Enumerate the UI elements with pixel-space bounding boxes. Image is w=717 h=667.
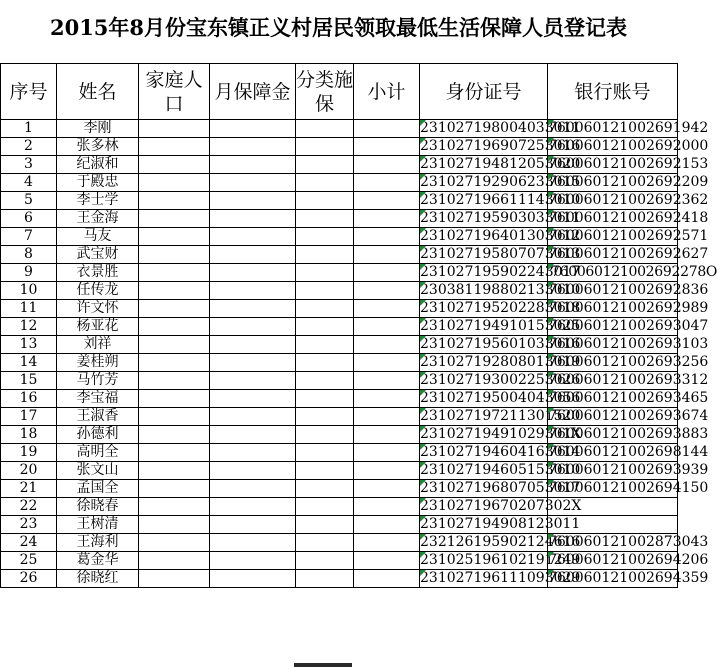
row-bank: 760060121002693256 <box>548 354 709 370</box>
row-family <box>139 138 210 156</box>
row-family <box>139 282 210 300</box>
row-subtotal <box>354 300 420 318</box>
row-name: 葛金华 <box>57 552 139 570</box>
header-name: 姓名 <box>57 64 139 120</box>
row-bank: 760060121002693883 <box>548 426 709 442</box>
row-category <box>296 228 354 246</box>
row-family <box>139 300 210 318</box>
row-seq: 15 <box>1 372 57 390</box>
row-subtotal <box>354 534 420 552</box>
row-family <box>139 570 210 588</box>
row-monthly <box>210 138 296 156</box>
header-category: 分类施保 <box>296 64 354 120</box>
table-row <box>1 408 678 426</box>
row-seq: 25 <box>1 552 57 570</box>
table-row <box>1 174 678 192</box>
row-bank: 760060121002693103 <box>548 336 709 352</box>
table-row <box>1 336 678 354</box>
row-monthly <box>210 534 296 552</box>
row-bank: 760060121002692627 <box>548 246 709 262</box>
table-row <box>1 498 678 516</box>
row-name: 徐晓红 <box>57 570 139 588</box>
row-family <box>139 444 210 462</box>
row-category <box>296 354 354 372</box>
row-family <box>139 354 210 372</box>
row-bank: 760060121002692362 <box>548 192 709 208</box>
table-row <box>1 156 678 174</box>
row-id-number: 231027196401303012 <box>420 228 581 244</box>
row-category <box>296 498 354 516</box>
header-seq: 序号 <box>1 64 57 120</box>
row-name: 孙德利 <box>57 426 139 444</box>
row-id-number: 231027196111093029 <box>420 570 581 586</box>
row-monthly <box>210 516 296 534</box>
row-family <box>139 192 210 210</box>
row-seq: 12 <box>1 318 57 336</box>
row-bank: 760060121002692418 <box>548 210 709 226</box>
table-row <box>1 246 678 264</box>
row-subtotal <box>354 138 420 156</box>
row-category <box>296 372 354 390</box>
row-seq: 18 <box>1 426 57 444</box>
row-monthly <box>210 570 296 588</box>
row-monthly <box>210 462 296 480</box>
row-family <box>139 318 210 336</box>
row-subtotal <box>354 390 420 408</box>
row-bank: 760060121002692571 <box>548 228 709 244</box>
row-category <box>296 156 354 174</box>
table-row <box>1 192 678 210</box>
row-monthly <box>210 498 296 516</box>
row-monthly <box>210 408 296 426</box>
row-subtotal <box>354 156 420 174</box>
row-name: 李士学 <box>57 192 139 210</box>
row-monthly <box>210 246 296 264</box>
table-row <box>1 282 678 300</box>
row-family <box>139 174 210 192</box>
row-id-number: 231027196907253016 <box>420 138 581 154</box>
row-name: 李刚 <box>57 120 139 138</box>
row-id-number: 231027193002253026 <box>420 372 581 388</box>
row-bank: 760060121002692989 <box>548 300 709 316</box>
row-monthly <box>210 282 296 300</box>
row-bank: 760060121002694150 <box>548 480 709 496</box>
row-bank: 760060121002693939 <box>548 462 709 478</box>
row-name: 于殿忠 <box>57 174 139 192</box>
row-subtotal <box>354 426 420 444</box>
row-bank: 760060121002694206 <box>548 552 709 568</box>
row-id-number: 231027194908123011 <box>420 516 581 532</box>
row-family <box>139 516 210 534</box>
row-monthly <box>210 336 296 354</box>
table-row <box>1 120 678 138</box>
row-name: 王淑香 <box>57 408 139 426</box>
row-name: 王树清 <box>57 516 139 534</box>
row-seq: 2 <box>1 138 57 156</box>
row-seq: 11 <box>1 300 57 318</box>
table-row <box>1 354 678 372</box>
header-monthly: 月保障金 <box>210 64 296 120</box>
row-category <box>296 300 354 318</box>
row-name: 衣景胜 <box>57 264 139 282</box>
row-bank: 760060121002692153 <box>548 156 709 172</box>
row-subtotal <box>354 282 420 300</box>
row-family <box>139 228 210 246</box>
row-id-number: 231027195902243017 <box>420 264 581 280</box>
row-id-number: 231027194910153025 <box>420 318 581 334</box>
row-bank: 760060121002692000 <box>548 138 709 154</box>
row-monthly <box>210 120 296 138</box>
row-monthly <box>210 264 296 282</box>
row-name: 王金海 <box>57 210 139 228</box>
table-row <box>1 516 678 534</box>
row-id-number: 231027196807053017 <box>420 480 581 496</box>
row-subtotal <box>354 228 420 246</box>
row-family <box>139 120 210 138</box>
row-monthly <box>210 444 296 462</box>
row-subtotal <box>354 408 420 426</box>
row-seq: 5 <box>1 192 57 210</box>
row-subtotal <box>354 516 420 534</box>
row-id-number: 230381198802133010 <box>420 282 581 298</box>
row-category <box>296 246 354 264</box>
row-seq: 24 <box>1 534 57 552</box>
row-subtotal <box>354 462 420 480</box>
row-name: 孟国全 <box>57 480 139 498</box>
row-name: 张多林 <box>57 138 139 156</box>
row-id-number: 231027197211301520 <box>420 408 581 424</box>
header-subtotal: 小计 <box>354 64 420 120</box>
row-category <box>296 516 354 534</box>
row-monthly <box>210 372 296 390</box>
row-seq: 1 <box>1 120 57 138</box>
row-name: 任传龙 <box>57 282 139 300</box>
row-category <box>296 534 354 552</box>
row-seq: 8 <box>1 246 57 264</box>
header-id-number: 身份证号 <box>420 64 548 120</box>
row-name: 武宝财 <box>57 246 139 264</box>
row-bank: 760060121002693674 <box>548 408 709 424</box>
row-monthly <box>210 228 296 246</box>
row-category <box>296 570 354 588</box>
row-id-number: 231027194812053020 <box>420 156 581 172</box>
row-seq: 7 <box>1 228 57 246</box>
row-id-number: 231027195601033016 <box>420 336 581 352</box>
row-monthly <box>210 390 296 408</box>
row-id-number: 231027198004033011 <box>420 120 581 136</box>
row-category <box>296 282 354 300</box>
print-mark <box>294 663 352 667</box>
row-subtotal <box>354 318 420 336</box>
header-bank: 银行账号 <box>548 64 678 120</box>
row-bank: 760060121002693047 <box>548 318 709 334</box>
row-family <box>139 426 210 444</box>
row-family <box>139 534 210 552</box>
row-category <box>296 462 354 480</box>
row-bank: 760060121002692278O <box>548 264 678 282</box>
row-monthly <box>210 210 296 228</box>
table-row <box>1 300 678 318</box>
row-category <box>296 120 354 138</box>
row-name: 高明全 <box>57 444 139 462</box>
row-category <box>296 552 354 570</box>
row-seq: 6 <box>1 210 57 228</box>
row-name: 马友 <box>57 228 139 246</box>
row-subtotal <box>354 498 420 516</box>
row-monthly <box>210 192 296 210</box>
row-id-number: 231027195004043056 <box>420 390 581 406</box>
row-id-number: 231027192808013019 <box>420 354 581 370</box>
row-subtotal <box>354 192 420 210</box>
row-family <box>139 210 210 228</box>
row-bank <box>548 498 678 516</box>
table-row <box>1 228 678 246</box>
row-family <box>139 498 210 516</box>
row-category <box>296 480 354 498</box>
header-row <box>1 64 678 120</box>
table-row <box>1 372 678 390</box>
registration-table <box>0 63 717 588</box>
row-family <box>139 156 210 174</box>
row-name: 徐晓春 <box>57 498 139 516</box>
row-category <box>296 192 354 210</box>
row-id-number: 23102719670207302X <box>420 498 582 514</box>
row-subtotal <box>354 480 420 498</box>
row-seq: 3 <box>1 156 57 174</box>
row-subtotal <box>354 570 420 588</box>
row-category <box>296 426 354 444</box>
row-family <box>139 480 210 498</box>
row-subtotal <box>354 444 420 462</box>
row-category <box>296 444 354 462</box>
row-id-number: 231025196102191249 <box>420 552 581 568</box>
page-title: 2015年8月份宝东镇正义村居民领取最低生活保障人员登记表 <box>49 14 628 40</box>
row-family <box>139 264 210 282</box>
row-subtotal <box>354 336 420 354</box>
row-seq: 21 <box>1 480 57 498</box>
row-category <box>296 264 354 282</box>
table-row <box>1 534 678 552</box>
table-row <box>1 318 678 336</box>
row-name: 刘祥 <box>57 336 139 354</box>
row-family <box>139 408 210 426</box>
row-bank: 760060121002691942 <box>548 120 709 136</box>
row-category <box>296 408 354 426</box>
row-id-number: 232126195902124616 <box>420 534 581 550</box>
row-bank: 760060121002873043 <box>548 534 709 550</box>
row-seq: 9 <box>1 264 57 282</box>
table-row <box>1 462 678 480</box>
row-family <box>139 552 210 570</box>
row-id-number: 231027195202283018 <box>420 300 581 316</box>
row-bank: 760060121002694359 <box>548 570 709 586</box>
row-bank: 760060121002692836 <box>548 282 709 298</box>
row-category <box>296 336 354 354</box>
row-seq: 13 <box>1 336 57 354</box>
row-category <box>296 138 354 156</box>
row-name: 王海利 <box>57 534 139 552</box>
row-family <box>139 336 210 354</box>
row-monthly <box>210 174 296 192</box>
table-row <box>1 426 678 444</box>
row-bank <box>548 516 678 534</box>
row-bank: 760060121002698144 <box>548 444 709 460</box>
row-seq: 19 <box>1 444 57 462</box>
row-id-number: 231027194604163014 <box>420 444 581 460</box>
row-name: 马竹芳 <box>57 372 139 390</box>
row-id-number: 23102719491029301X <box>420 426 582 442</box>
row-id-number: 231027196611143010 <box>420 192 581 208</box>
row-name: 纪淑和 <box>57 156 139 174</box>
row-family <box>139 462 210 480</box>
row-subtotal <box>354 372 420 390</box>
row-id-number: 231027194605153010 <box>420 462 581 478</box>
row-monthly <box>210 552 296 570</box>
row-family <box>139 390 210 408</box>
row-subtotal <box>354 246 420 264</box>
row-category <box>296 318 354 336</box>
row-subtotal <box>354 264 420 282</box>
row-monthly <box>210 156 296 174</box>
row-seq: 23 <box>1 516 57 534</box>
table-row <box>1 264 678 282</box>
row-seq: 26 <box>1 570 57 588</box>
row-subtotal <box>354 354 420 372</box>
table-row <box>1 210 678 228</box>
row-family <box>139 246 210 264</box>
row-name: 许文怀 <box>57 300 139 318</box>
row-monthly <box>210 354 296 372</box>
row-seq: 17 <box>1 408 57 426</box>
row-id-number: 231027195807073013 <box>420 246 581 262</box>
row-monthly <box>210 426 296 444</box>
row-seq: 16 <box>1 390 57 408</box>
row-subtotal <box>354 174 420 192</box>
row-seq: 4 <box>1 174 57 192</box>
row-id-number: 231027195903033011 <box>420 210 581 226</box>
row-subtotal <box>354 210 420 228</box>
row-name: 李宝福 <box>57 390 139 408</box>
row-seq: 22 <box>1 498 57 516</box>
row-subtotal <box>354 552 420 570</box>
table-row <box>1 480 678 498</box>
table-row <box>1 570 678 588</box>
row-category <box>296 210 354 228</box>
row-category <box>296 390 354 408</box>
row-bank: 760060121002693465 <box>548 390 709 406</box>
row-seq: 20 <box>1 462 57 480</box>
row-bank: 760060121002693312 <box>548 372 709 388</box>
table-row <box>1 552 678 570</box>
row-name: 姜桂朔 <box>57 354 139 372</box>
row-monthly <box>210 318 296 336</box>
row-seq: 14 <box>1 354 57 372</box>
row-monthly <box>210 300 296 318</box>
row-name: 张文山 <box>57 462 139 480</box>
row-seq: 10 <box>1 282 57 300</box>
header-family: 家庭人口 <box>139 64 210 120</box>
row-name: 杨亚花 <box>57 318 139 336</box>
table-row <box>1 138 678 156</box>
table-row <box>1 444 678 462</box>
row-subtotal <box>354 120 420 138</box>
row-bank: 760060121002692209 <box>548 174 709 190</box>
row-family <box>139 372 210 390</box>
row-monthly <box>210 480 296 498</box>
row-id-number: 231027192906233015 <box>420 174 581 190</box>
table-row <box>1 390 678 408</box>
row-category <box>296 174 354 192</box>
